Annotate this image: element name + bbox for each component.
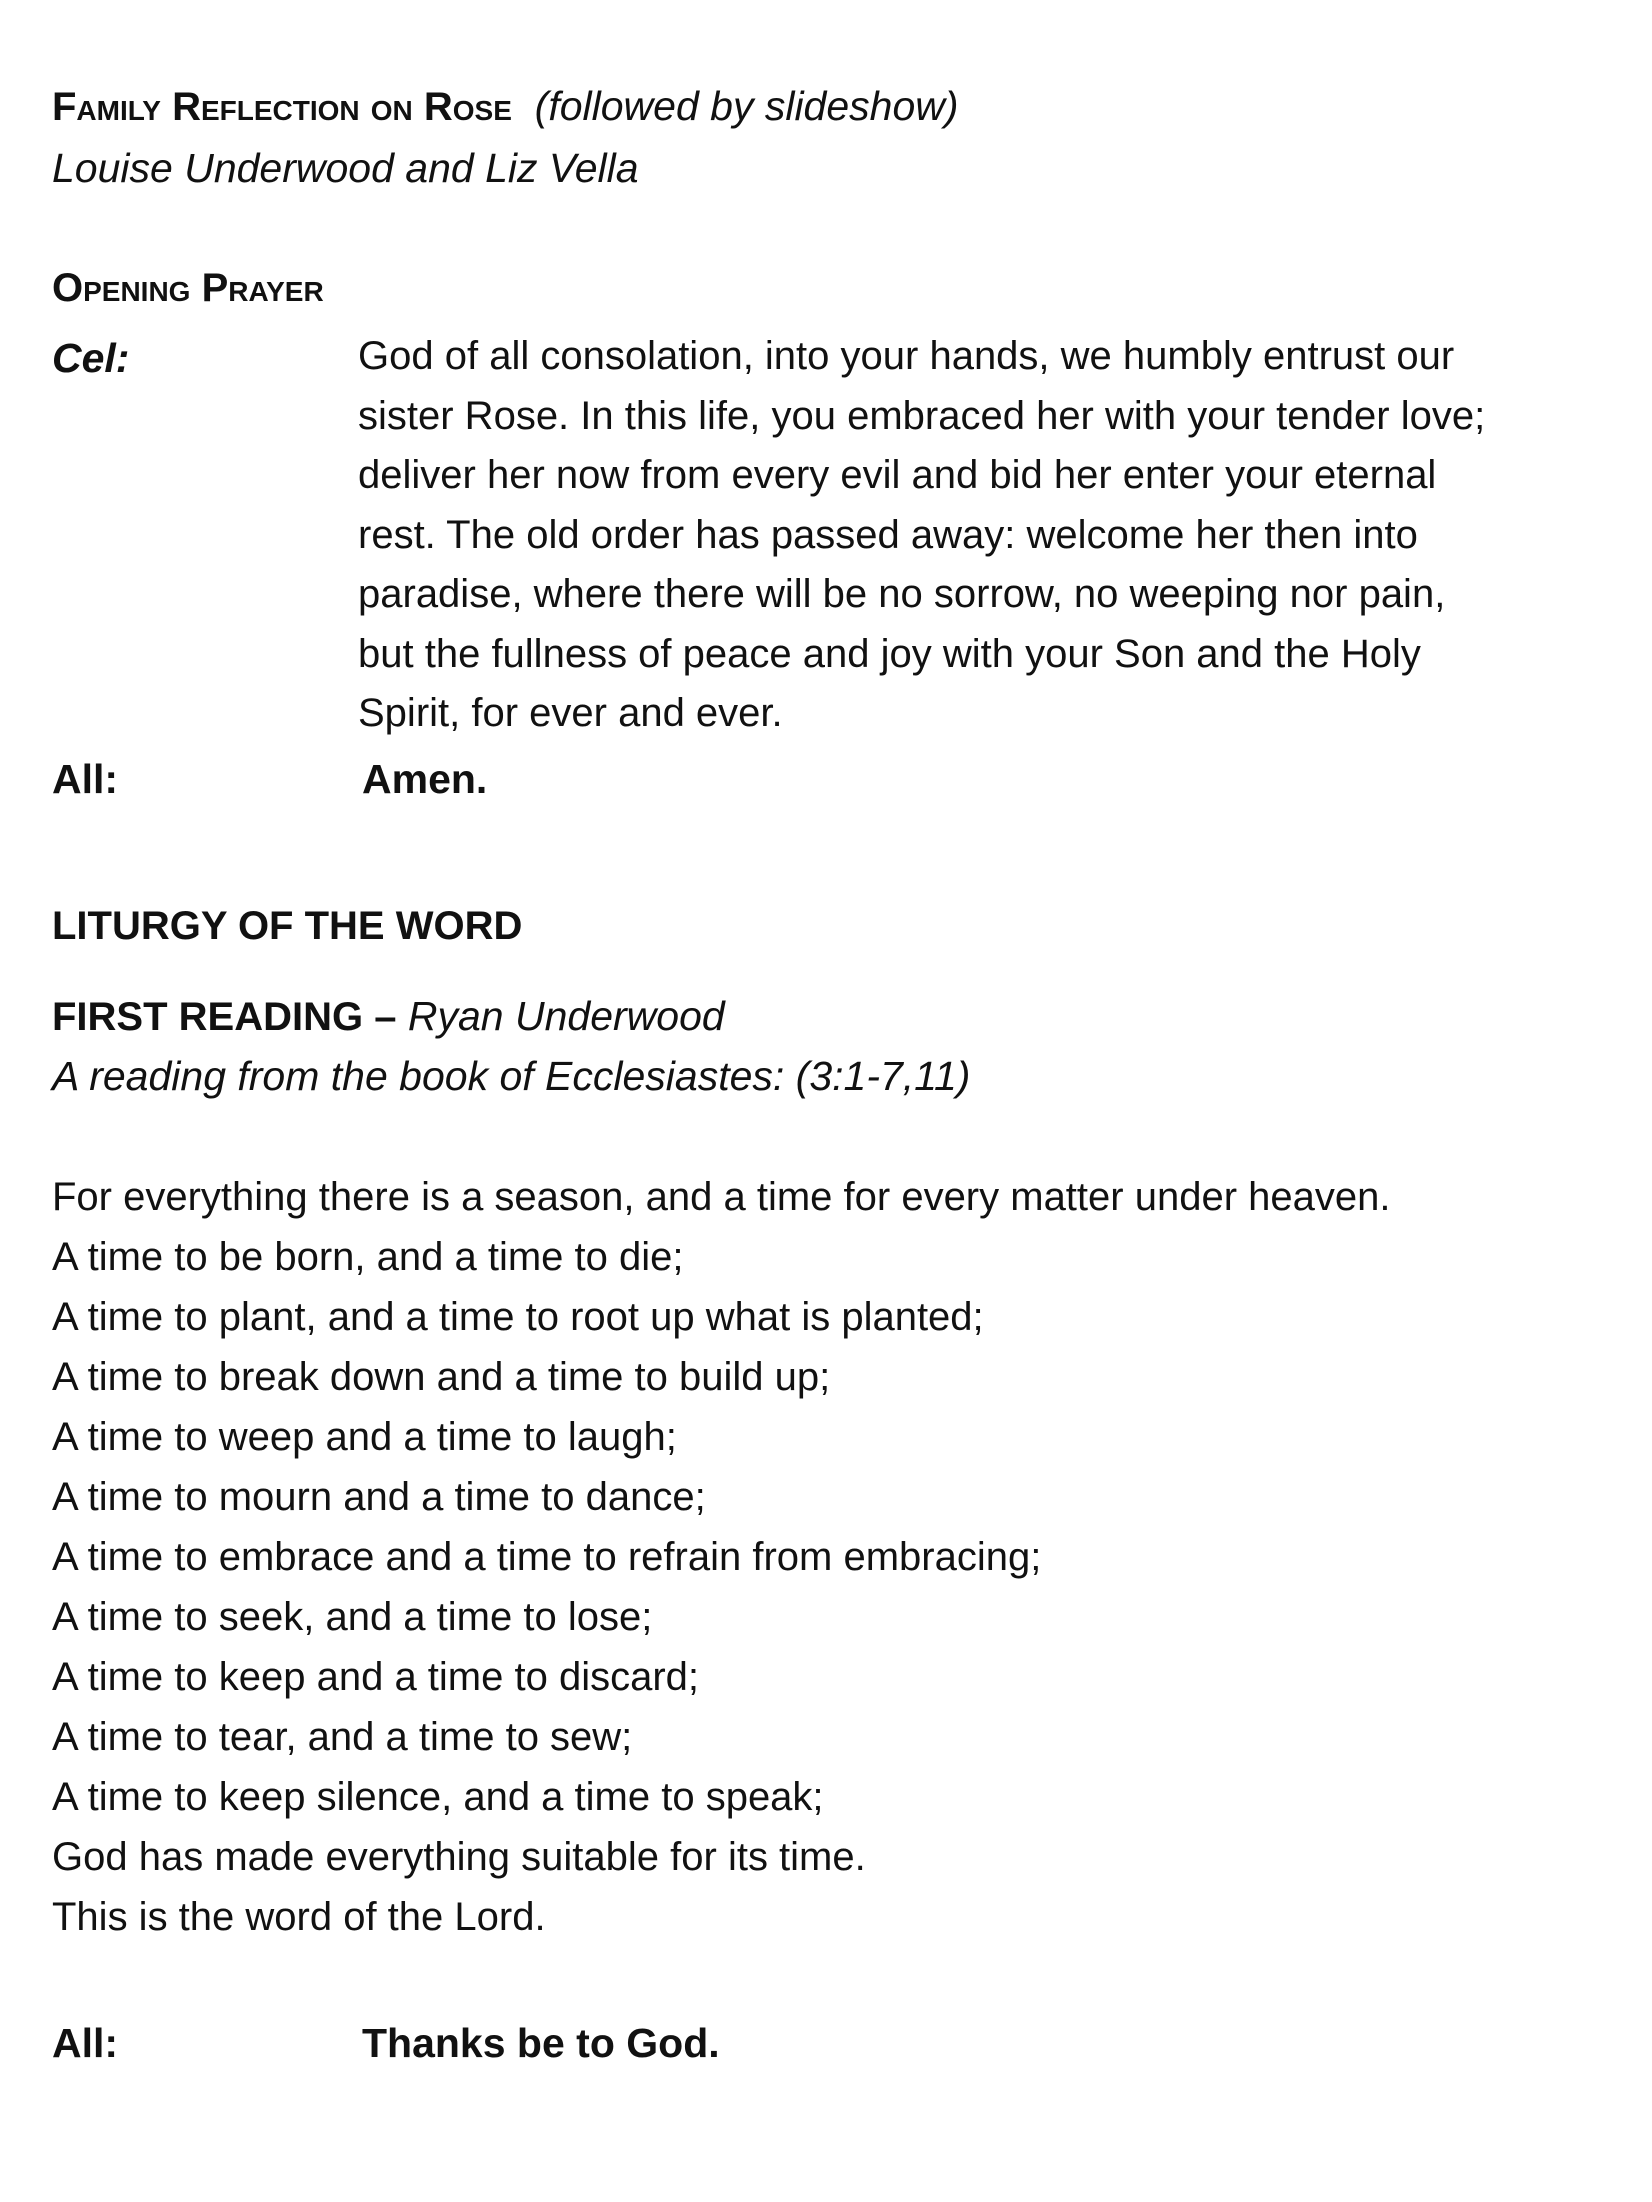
reading-line: A time to be born, and a time to die; (52, 1235, 684, 1279)
prayer-line: but the fullness of peace and joy with your Son and the Holy (358, 631, 1421, 676)
prayer-line: Spirit, for ever and ever. (358, 691, 783, 735)
prayer-line: deliver her now from every evil and bid her enter your eternal (358, 453, 1437, 497)
family-reflection-speakers: Louise Underwood and Liz Vella (52, 145, 639, 191)
prayer-line: rest. The old order has passed away: welcome her then into (358, 512, 1418, 557)
celebrant-label: Cel: (52, 335, 130, 381)
reading-line: This is the word of the Lord. (52, 1895, 546, 1939)
reading-line: A time to seek, and a time to lose; (52, 1595, 653, 1639)
amen-response: Amen. (362, 756, 488, 802)
reading-line: God has made everything suitable for its time. (52, 1835, 866, 1879)
family-reflection-heading (52, 80, 959, 133)
family-reflection-title: Family Reflection on Rose (52, 85, 512, 129)
liturgy-heading: LITURGY OF THE WORD (52, 904, 523, 948)
reading-line: A time to keep silence, and a time to speak; (52, 1775, 824, 1819)
first-reading-source: A reading from the book of Ecclesiastes: (3:1-7,11) (52, 1053, 971, 1099)
all-label-amen: All: (52, 756, 119, 802)
first-reading-heading (52, 990, 725, 1043)
opening-prayer-text (358, 327, 1648, 744)
reading-line: A time to plant, and a time to root up what is planted; (52, 1295, 984, 1339)
prayer-line: God of all consolation, into your hands, we humbly entrust our (358, 334, 1455, 378)
reading-line: A time to keep and a time to discard; (52, 1655, 700, 1699)
prayer-line: sister Rose. In this life, you embraced her with your tender love; (358, 393, 1486, 438)
reading-line: A time to weep and a time to laugh; (52, 1415, 677, 1459)
family-reflection-subtitle: (followed by slideshow) (534, 83, 959, 129)
reading-line: A time to mourn and a time to dance; (52, 1475, 706, 1519)
reading-line: A time to break down and a time to build up; (52, 1355, 831, 1399)
prayer-line: paradise, where there will be no sorrow, no weeping nor pain, (358, 572, 1446, 616)
opening-prayer-heading: Opening Prayer (52, 266, 324, 310)
all-label-thanks: All: (52, 2020, 119, 2066)
reading-line: A time to tear, and a time to sew; (52, 1715, 633, 1759)
first-reading-text (52, 1167, 1390, 1947)
reading-line: A time to embrace and a time to refrain from embracing; (52, 1535, 1042, 1579)
first-reading-title: FIRST READING – (52, 995, 397, 1039)
thanks-response: Thanks be to God. (362, 2020, 720, 2066)
reading-line: For everything there is a season, and a time for every matter under heaven. (52, 1175, 1391, 1219)
first-reading-reader: Ryan Underwood (407, 993, 725, 1039)
